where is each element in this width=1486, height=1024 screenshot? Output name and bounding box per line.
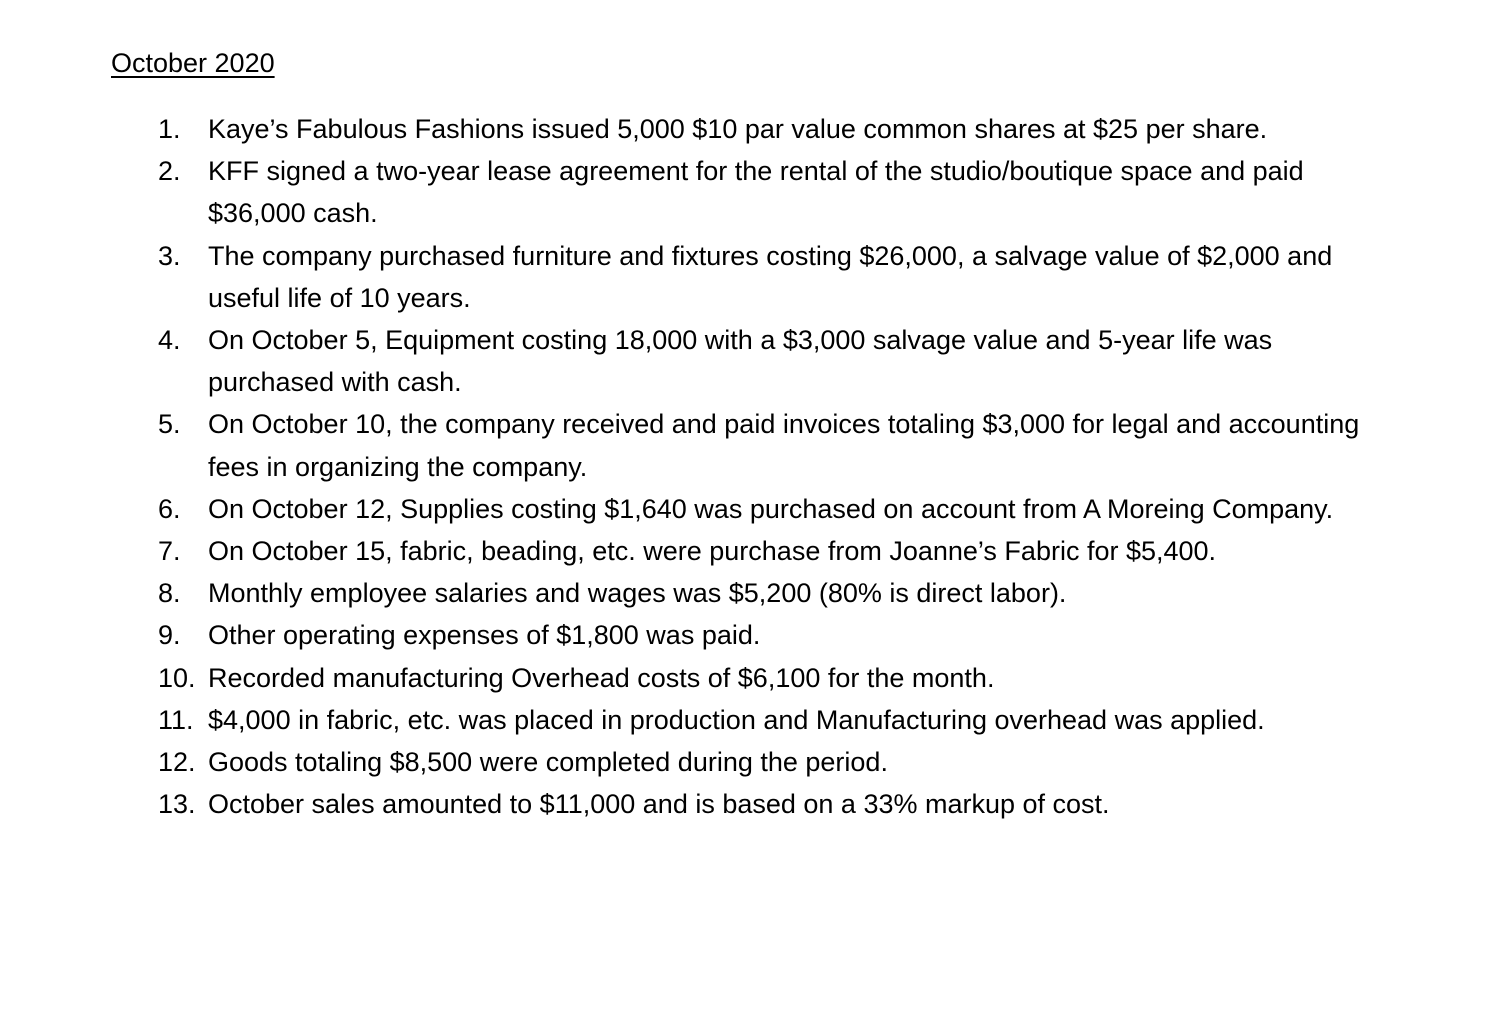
list-item [158,741,1368,783]
item-text: On October 10, the company received and paid invoices totaling $3,000 for legal and accounting fees in organizing the company. [208,409,1360,482]
item-number: 8. [158,578,181,609]
item-number: 10. [158,662,196,693]
list-item [158,572,1368,614]
item-text: Other operating expenses of $1,800 was paid. [208,620,761,651]
list-item [158,783,1368,825]
item-text: The company purchased furniture and fixtures costing $26,000, a salvage value of $2,000 and useful life of 10 years. [208,240,1333,313]
list-item [158,319,1368,403]
item-number: 2. [158,156,181,187]
item-text: Goods totaling $8,500 were completed during the period. [208,747,888,778]
item-text: On October 5, Equipment costing 18,000 with a $3,000 salvage value and 5-year life was purchased with cash. [208,325,1273,398]
item-number: 12. [158,747,196,778]
page-title: October 2020 [111,48,275,78]
item-text: Monthly employee salaries and wages was $5,200 (80% is direct labor). [208,578,1067,609]
item-number: 5. [158,409,181,440]
item-number: 1. [158,114,181,144]
item-number: 7. [158,536,181,567]
item-number: 3. [158,240,181,271]
list-item [158,614,1368,656]
list-item [158,150,1368,234]
item-text: On October 12, Supplies costing $1,640 was purchased on account from A Moreing Company. [208,493,1334,524]
list-item [158,488,1368,530]
item-number: 9. [158,620,181,651]
transaction-list [158,108,1368,825]
list-item [158,108,1368,150]
item-text: October sales amounted to $11,000 and is based on a 33% markup of cost. [208,789,1110,820]
list-item [158,235,1368,319]
item-number: 4. [158,325,181,356]
item-text: On October 15, fabric, beading, etc. were purchase from Joanne’s Fabric for $5,400. [208,536,1217,567]
item-number: 6. [158,493,181,524]
list-item [158,657,1368,699]
item-number: 11. [158,704,194,735]
item-text: KFF signed a two-year lease agreement for the rental of the studio/boutique space and paid $36,000 cash. [208,156,1304,229]
item-text: $4,000 in fabric, etc. was placed in production and Manufacturing overhead was applied. [208,704,1265,735]
item-text: Recorded manufacturing Overhead costs of $6,100 for the month. [208,662,995,693]
list-item [158,530,1368,572]
list-item [158,403,1368,487]
item-number: 13. [158,789,196,820]
item-text: Kaye’s Fabulous Fashions issued 5,000 $10 par value common shares at $25 per share. [208,114,1268,144]
list-item [158,699,1368,741]
